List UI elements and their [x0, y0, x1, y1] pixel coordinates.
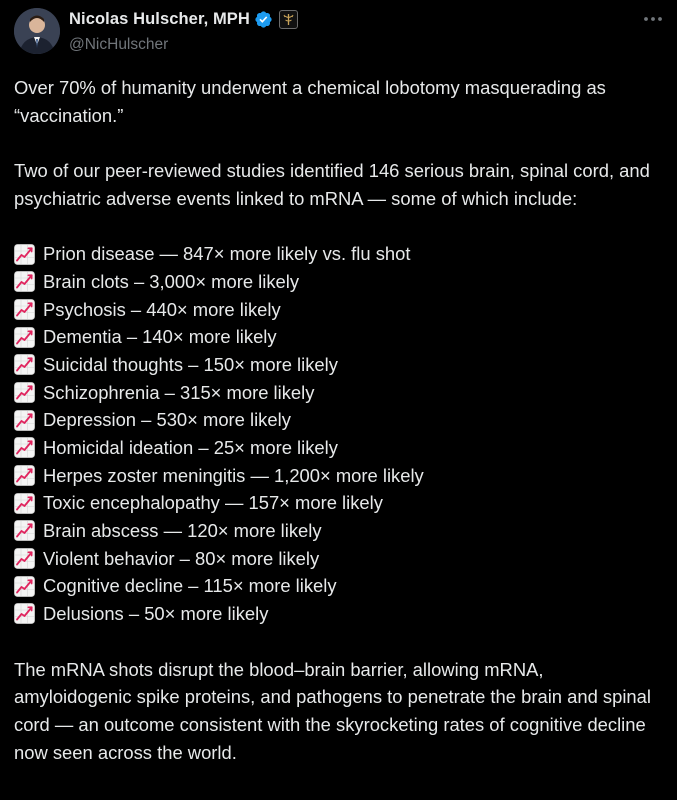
list-item: [14, 489, 666, 517]
chart-increasing-icon: [14, 603, 35, 624]
chart-increasing-icon: [14, 410, 35, 431]
post-intro: Over 70% of humanity underwent a chemical lobotomy masquerading as “vaccination.”: [14, 77, 606, 126]
list-item: [14, 240, 666, 268]
chart-increasing-icon: [14, 437, 35, 458]
chart-increasing-icon: [14, 299, 35, 320]
list-item-text: Prion disease — 847× more likely vs. flu shot: [43, 243, 411, 265]
list-item-text: Homicidal ideation – 25× more likely: [43, 437, 338, 458]
more-options-icon[interactable]: [642, 8, 664, 30]
avatar-image: [14, 8, 60, 54]
list-item: [14, 600, 666, 628]
avatar[interactable]: [14, 8, 60, 54]
list-item-text: Herpes zoster meningitis — 1,200× more likely: [43, 464, 424, 486]
list-item-text: Delusions – 50× more likely: [43, 603, 269, 625]
chart-increasing-icon: [14, 520, 35, 541]
post-lead: Two of our peer-reviewed studies identified 146 serious brain, spinal cord, and psychiatric adverse events linked to mRNA — some of which include:: [14, 160, 650, 209]
list-item: [14, 545, 666, 573]
post-header: [14, 6, 664, 66]
list-item: [14, 462, 666, 490]
chart-increasing-icon: [14, 548, 35, 569]
chart-increasing-icon: [14, 493, 35, 514]
author-line: [69, 10, 298, 29]
post-conclusion: The mRNA shots disrupt the blood–brain barrier, allowing mRNA, amyloidogenic spike proteins, and pathogens to penetrate the brain and spinal cord — an outcome consistent with the skyrocketing rates of cognitive decline now seen across the world.: [14, 658, 651, 763]
chart-increasing-icon: [14, 382, 35, 403]
list-item: [14, 517, 666, 545]
list-item: [14, 296, 666, 324]
list-item-text: Suicidal thoughts – 150× more likely: [43, 353, 338, 375]
list-item: [14, 572, 666, 600]
chart-increasing-icon: [14, 354, 35, 375]
list-item-text: Brain clots – 3,000× more likely: [43, 270, 300, 292]
list-item: [14, 379, 666, 407]
chart-increasing-icon: [14, 465, 35, 486]
list-item-text: Toxic encephalopathy — 157× more likely: [43, 492, 383, 514]
list-item: [14, 351, 666, 379]
list-item: [14, 406, 666, 434]
verified-badge-icon[interactable]: [254, 10, 273, 29]
adverse-events-list: [14, 240, 666, 628]
chart-increasing-icon: [14, 327, 35, 348]
list-item-text: Violent behavior – 80× more likely: [43, 547, 320, 569]
list-item-text: Schizophrenia – 315× more likely: [43, 381, 315, 403]
post-body: [14, 74, 666, 766]
chart-increasing-icon: [14, 271, 35, 292]
chart-increasing-icon: [14, 576, 35, 597]
list-item-text: Psychosis – 440× more likely: [43, 298, 281, 320]
affiliation-badge-icon[interactable]: [279, 10, 298, 29]
author-display-name[interactable]: Nicolas Hulscher, MPH: [69, 10, 250, 28]
list-item-text: Cognitive decline – 115× more likely: [43, 575, 337, 597]
list-item-text: Dementia – 140× more likely: [43, 326, 277, 348]
list-item-text: Depression – 530× more likely: [43, 409, 291, 431]
list-item: [14, 434, 666, 462]
list-item: [14, 323, 666, 351]
chart-increasing-icon: [14, 244, 35, 265]
list-item-text: Brain abscess — 120× more likely: [43, 520, 322, 542]
list-item: [14, 268, 666, 296]
author-handle[interactable]: @NicHulscher: [69, 36, 169, 53]
